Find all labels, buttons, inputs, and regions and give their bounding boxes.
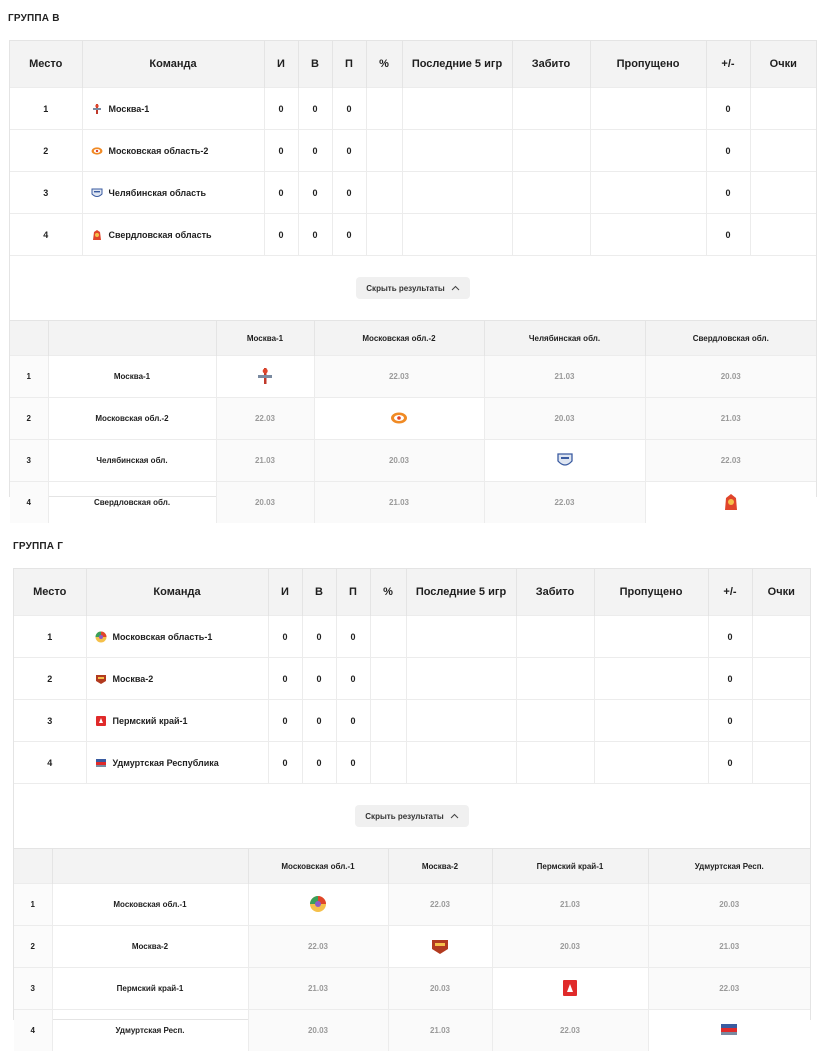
- last5: [402, 214, 512, 256]
- col-losses: П: [332, 41, 366, 88]
- team-name[interactable]: Свердловская обл.: [48, 482, 216, 524]
- results-row: [10, 398, 816, 440]
- perm-1-logo-icon: [95, 715, 107, 727]
- match-date[interactable]: 21.03: [314, 482, 484, 524]
- hide-results-button[interactable]: [356, 277, 469, 299]
- self-cell: [388, 926, 492, 968]
- points: [750, 214, 816, 256]
- perm-1-logo-icon: [561, 979, 579, 997]
- match-date[interactable]: 22.03: [388, 884, 492, 926]
- team-name: Челябинская область: [109, 188, 207, 198]
- table-row: [10, 88, 816, 130]
- place: 1: [14, 884, 52, 926]
- last5: [406, 700, 516, 742]
- standings-table: [14, 569, 810, 783]
- team-name: Свердловская область: [109, 230, 212, 240]
- games: 0: [264, 172, 298, 214]
- diff: 0: [706, 88, 750, 130]
- results-row: [10, 440, 816, 482]
- self-cell: [645, 482, 816, 524]
- team-cell[interactable]: [86, 700, 268, 742]
- match-date[interactable]: 20.03: [492, 926, 648, 968]
- losses: 0: [332, 214, 366, 256]
- match-date[interactable]: 22.03: [216, 398, 314, 440]
- moscow-1-logo-icon: [256, 367, 274, 385]
- table-row: [14, 616, 810, 658]
- match-date[interactable]: 20.03: [248, 1010, 388, 1051]
- col-scored: Забито: [512, 41, 590, 88]
- team-name[interactable]: Челябинская обл.: [48, 440, 216, 482]
- last5: [402, 88, 512, 130]
- conceded: [594, 742, 708, 784]
- self-cell: [492, 968, 648, 1010]
- losses: 0: [336, 700, 370, 742]
- col-place: Место: [14, 569, 86, 616]
- losses: 0: [332, 130, 366, 172]
- results-col-header: Московская обл.-1: [248, 849, 388, 884]
- results-header-row: [10, 321, 816, 356]
- results-grid: [10, 320, 816, 523]
- self-cell: [314, 398, 484, 440]
- standings-header-row: [14, 569, 810, 616]
- scored: [512, 130, 590, 172]
- chelyabinsk-logo-icon: [556, 451, 574, 469]
- table-row: [10, 172, 816, 214]
- team-cell[interactable]: [86, 616, 268, 658]
- table-row: [14, 742, 810, 784]
- place: 4: [10, 214, 82, 256]
- last5: [406, 658, 516, 700]
- games: 0: [264, 214, 298, 256]
- results-col-header: Москва-2: [388, 849, 492, 884]
- scored: [512, 88, 590, 130]
- team-cell[interactable]: [86, 658, 268, 700]
- group-g-container: [13, 568, 811, 1020]
- team-name[interactable]: Пермский край-1: [52, 968, 248, 1010]
- team-cell[interactable]: [82, 172, 264, 214]
- match-date[interactable]: 22.03: [648, 968, 810, 1010]
- team-name[interactable]: Московская обл.-1: [52, 884, 248, 926]
- group-title: ГРУППА В: [8, 13, 60, 24]
- wins: 0: [298, 130, 332, 172]
- place: 1: [10, 88, 82, 130]
- results-col-header: Челябинская обл.: [484, 321, 645, 356]
- diff: 0: [706, 214, 750, 256]
- place: 3: [10, 172, 82, 214]
- conceded: [590, 130, 706, 172]
- col-diff: +/-: [708, 569, 752, 616]
- col-place: Место: [10, 41, 82, 88]
- results-row: [10, 482, 816, 524]
- col-wins: В: [298, 41, 332, 88]
- place: 1: [10, 356, 48, 398]
- last5: [406, 742, 516, 784]
- games: 0: [268, 658, 302, 700]
- pct: [366, 88, 402, 130]
- match-date[interactable]: 22.03: [492, 1010, 648, 1051]
- results-corner-name: [52, 849, 248, 884]
- hide-results-label: Скрыть результаты: [365, 812, 443, 821]
- results-grid: [14, 848, 810, 1051]
- points: [750, 130, 816, 172]
- table-row: [14, 700, 810, 742]
- match-date[interactable]: 21.03: [645, 398, 816, 440]
- points: [750, 172, 816, 214]
- self-cell: [248, 884, 388, 926]
- scored: [512, 214, 590, 256]
- place: 2: [14, 926, 52, 968]
- moscow-region-1-logo-icon: [309, 895, 327, 913]
- wins: 0: [298, 88, 332, 130]
- col-pct: %: [370, 569, 406, 616]
- points: [752, 616, 810, 658]
- match-date[interactable]: 20.03: [314, 440, 484, 482]
- col-last5: Последние 5 игр: [402, 41, 512, 88]
- team-cell[interactable]: [86, 742, 268, 784]
- col-last5: Последние 5 игр: [406, 569, 516, 616]
- games: 0: [268, 700, 302, 742]
- results-corner-name: [48, 321, 216, 356]
- conceded: [590, 214, 706, 256]
- moscow-region-2-logo-icon: [390, 409, 408, 427]
- results-row: [14, 926, 810, 968]
- col-conceded: Пропущено: [590, 41, 706, 88]
- chevron-up-icon: [451, 285, 460, 291]
- conceded: [594, 616, 708, 658]
- col-scored: Забито: [516, 569, 594, 616]
- col-points: Очки: [752, 569, 810, 616]
- wins: 0: [302, 616, 336, 658]
- pct: [366, 172, 402, 214]
- results-col-header: Удмуртская Респ.: [648, 849, 810, 884]
- team-name: Московская область-1: [113, 632, 213, 642]
- results-col-header: Свердловская обл.: [645, 321, 816, 356]
- team-cell[interactable]: [82, 130, 264, 172]
- results-row: [14, 884, 810, 926]
- games: 0: [264, 88, 298, 130]
- last5: [402, 172, 512, 214]
- table-row: [14, 658, 810, 700]
- place: 2: [10, 130, 82, 172]
- points: [752, 742, 810, 784]
- diff: 0: [708, 616, 752, 658]
- results-corner: [14, 849, 52, 884]
- sverdlovsk-logo-icon: [722, 493, 740, 511]
- team-name: Москва-1: [109, 104, 150, 114]
- wins: 0: [298, 172, 332, 214]
- match-date[interactable]: 22.03: [248, 926, 388, 968]
- wins: 0: [298, 214, 332, 256]
- match-date[interactable]: 21.03: [248, 968, 388, 1010]
- match-date[interactable]: 20.03: [216, 482, 314, 524]
- group-title: ГРУППА Г: [13, 541, 63, 552]
- hide-results-button[interactable]: [355, 805, 468, 827]
- match-date[interactable]: 21.03: [388, 1010, 492, 1051]
- points: [752, 658, 810, 700]
- points: [752, 700, 810, 742]
- wins: 0: [302, 700, 336, 742]
- udmurtia-logo-icon: [95, 757, 107, 769]
- place: 2: [10, 398, 48, 440]
- col-pct: %: [366, 41, 402, 88]
- place: 3: [10, 440, 48, 482]
- col-games: И: [264, 41, 298, 88]
- col-team: Команда: [86, 569, 268, 616]
- match-date[interactable]: 22.03: [645, 440, 816, 482]
- group-b-container: [9, 40, 817, 497]
- moscow-2-logo-icon: [95, 673, 107, 685]
- team-name: Московская область-2: [109, 146, 209, 156]
- self-cell: [216, 356, 314, 398]
- toggle-area: [14, 783, 810, 848]
- place: 3: [14, 968, 52, 1010]
- pct: [370, 742, 406, 784]
- standings-header-row: [10, 41, 816, 88]
- match-date[interactable]: 21.03: [648, 926, 810, 968]
- results-col-header: Пермский край-1: [492, 849, 648, 884]
- diff: 0: [708, 658, 752, 700]
- conceded: [590, 88, 706, 130]
- match-date[interactable]: 20.03: [484, 398, 645, 440]
- scored: [516, 616, 594, 658]
- match-date[interactable]: 22.03: [484, 482, 645, 524]
- diff: 0: [708, 742, 752, 784]
- col-diff: +/-: [706, 41, 750, 88]
- col-team: Команда: [82, 41, 264, 88]
- team-name: Удмуртская Республика: [113, 758, 219, 768]
- col-losses: П: [336, 569, 370, 616]
- pct: [366, 130, 402, 172]
- match-date[interactable]: 22.03: [314, 356, 484, 398]
- scored: [512, 172, 590, 214]
- match-date[interactable]: 21.03: [492, 884, 648, 926]
- last5: [406, 616, 516, 658]
- match-date[interactable]: 20.03: [388, 968, 492, 1010]
- moscow-2-logo-icon: [431, 937, 449, 955]
- results-col-header: Москва-1: [216, 321, 314, 356]
- match-date[interactable]: 20.03: [648, 884, 810, 926]
- losses: 0: [332, 172, 366, 214]
- results-header-row: [14, 849, 810, 884]
- moscow-region-1-logo-icon: [95, 631, 107, 643]
- sverdlovsk-logo-icon: [91, 229, 103, 241]
- games: 0: [264, 130, 298, 172]
- place: 4: [14, 1010, 52, 1051]
- moscow-1-logo-icon: [91, 103, 103, 115]
- standings-table: [10, 41, 816, 255]
- match-date[interactable]: 20.03: [645, 356, 816, 398]
- self-cell: [484, 440, 645, 482]
- col-points: Очки: [750, 41, 816, 88]
- pct: [370, 658, 406, 700]
- col-conceded: Пропущено: [594, 569, 708, 616]
- diff: 0: [706, 172, 750, 214]
- diff: 0: [706, 130, 750, 172]
- place: 4: [10, 482, 48, 524]
- conceded: [590, 172, 706, 214]
- team-name: Пермский край-1: [113, 716, 188, 726]
- moscow-region-2-logo-icon: [91, 145, 103, 157]
- losses: 0: [332, 88, 366, 130]
- results-row: [14, 1010, 810, 1051]
- results-corner: [10, 321, 48, 356]
- results-row: [10, 356, 816, 398]
- team-name[interactable]: Московская обл.-2: [48, 398, 216, 440]
- pct: [370, 616, 406, 658]
- pct: [366, 214, 402, 256]
- scored: [516, 700, 594, 742]
- conceded: [594, 658, 708, 700]
- games: 0: [268, 616, 302, 658]
- chelyabinsk-logo-icon: [91, 187, 103, 199]
- match-date[interactable]: 21.03: [484, 356, 645, 398]
- last5: [402, 130, 512, 172]
- wins: 0: [302, 742, 336, 784]
- team-cell[interactable]: [82, 88, 264, 130]
- losses: 0: [336, 658, 370, 700]
- scored: [516, 742, 594, 784]
- place: 2: [14, 658, 86, 700]
- results-row: [14, 968, 810, 1010]
- team-name[interactable]: Удмуртская Респ.: [52, 1010, 248, 1051]
- games: 0: [268, 742, 302, 784]
- hide-results-label: Скрыть результаты: [366, 284, 444, 293]
- losses: 0: [336, 616, 370, 658]
- team-name: Москва-2: [113, 674, 154, 684]
- losses: 0: [336, 742, 370, 784]
- pct: [370, 700, 406, 742]
- toggle-area: [10, 255, 816, 320]
- results-col-header: Московская обл.-2: [314, 321, 484, 356]
- table-row: [10, 130, 816, 172]
- team-cell[interactable]: [82, 214, 264, 256]
- scored: [516, 658, 594, 700]
- self-cell: [648, 1010, 810, 1051]
- place: 4: [14, 742, 86, 784]
- team-name[interactable]: Москва-1: [48, 356, 216, 398]
- conceded: [594, 700, 708, 742]
- diff: 0: [708, 700, 752, 742]
- wins: 0: [302, 658, 336, 700]
- place: 3: [14, 700, 86, 742]
- table-row: [10, 214, 816, 256]
- col-wins: В: [302, 569, 336, 616]
- chevron-up-icon: [450, 813, 459, 819]
- points: [750, 88, 816, 130]
- team-name[interactable]: Москва-2: [52, 926, 248, 968]
- col-games: И: [268, 569, 302, 616]
- place: 1: [14, 616, 86, 658]
- udmurtia-logo-icon: [720, 1021, 738, 1039]
- match-date[interactable]: 21.03: [216, 440, 314, 482]
